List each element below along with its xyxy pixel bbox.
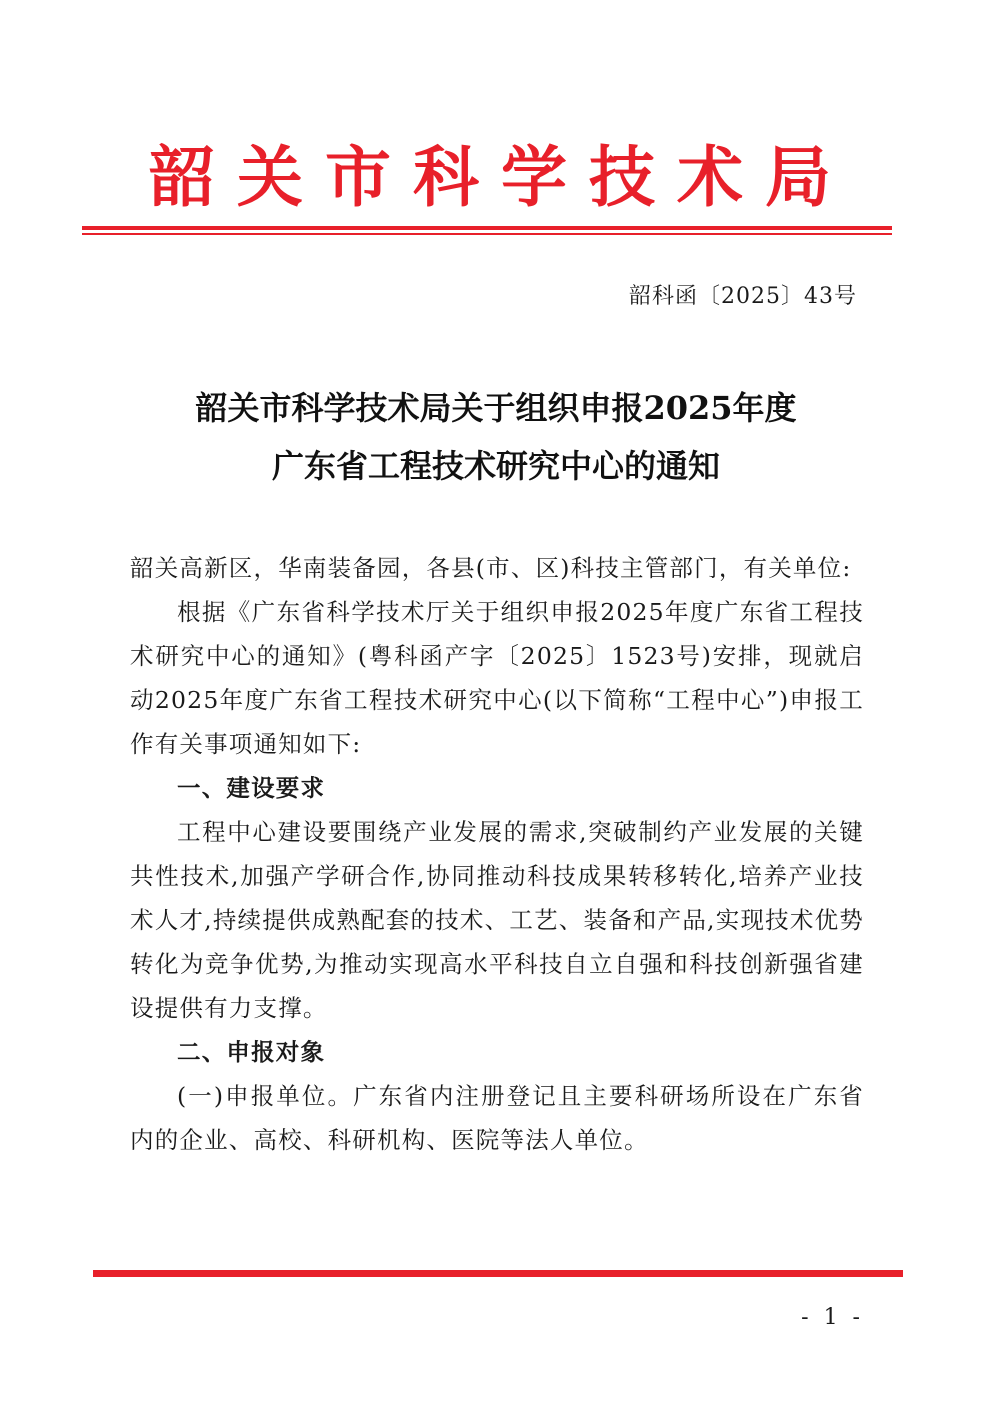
document-number: 韶科函〔2025〕43号 (629, 284, 857, 309)
section-1-heading: 一、建设要求 (177, 774, 326, 802)
footer-divider (93, 1270, 903, 1277)
document-title-line-1: 韶关市科学技术局关于组织申报2025年度 (195, 389, 797, 427)
document-title-line-2: 广东省工程技术研究中心的通知 (271, 447, 720, 485)
document-body (130, 546, 864, 1162)
page-number: - 1 - (801, 1305, 864, 1330)
addressee: 韶关高新区，华南装备园，各县(市、区)科技主管部门，有关单位: (130, 554, 852, 582)
section-2-heading: 二、申报对象 (177, 1038, 326, 1066)
section-2-item-1: (一)申报单位。广东省内注册登记且主要科研场所设在广东省内的企业、高校、科研机构、医院等法人单位。 (130, 1082, 864, 1154)
agency-letterhead: 韶关市科学技术局 (149, 139, 853, 216)
letterhead-divider-thin (82, 233, 892, 235)
section-1-paragraph: 工程中心建设要围绕产业发展的需求,突破制约产业发展的关键共性技术,加强产学研合作,协同推动科技成果转移转化,培养产业技术人才,持续提供成熟配套的技术、工艺、装备和产品,实现技术优势转化为竞争优势,为推动实现高水平科技自立自强和科技创新强省建设提供有力支撑。 (130, 818, 864, 1022)
intro-paragraph: 根据《广东省科学技术厅关于组织申报2025年度广东省工程技术研究中心的通知》(粤科函产字〔2025〕1523号)安排，现就启动2025年度广东省工程技术研究中心(以下简称“工程中心”)申报工作有关事项通知如下: (130, 598, 864, 758)
letterhead-divider-thick (82, 226, 892, 230)
